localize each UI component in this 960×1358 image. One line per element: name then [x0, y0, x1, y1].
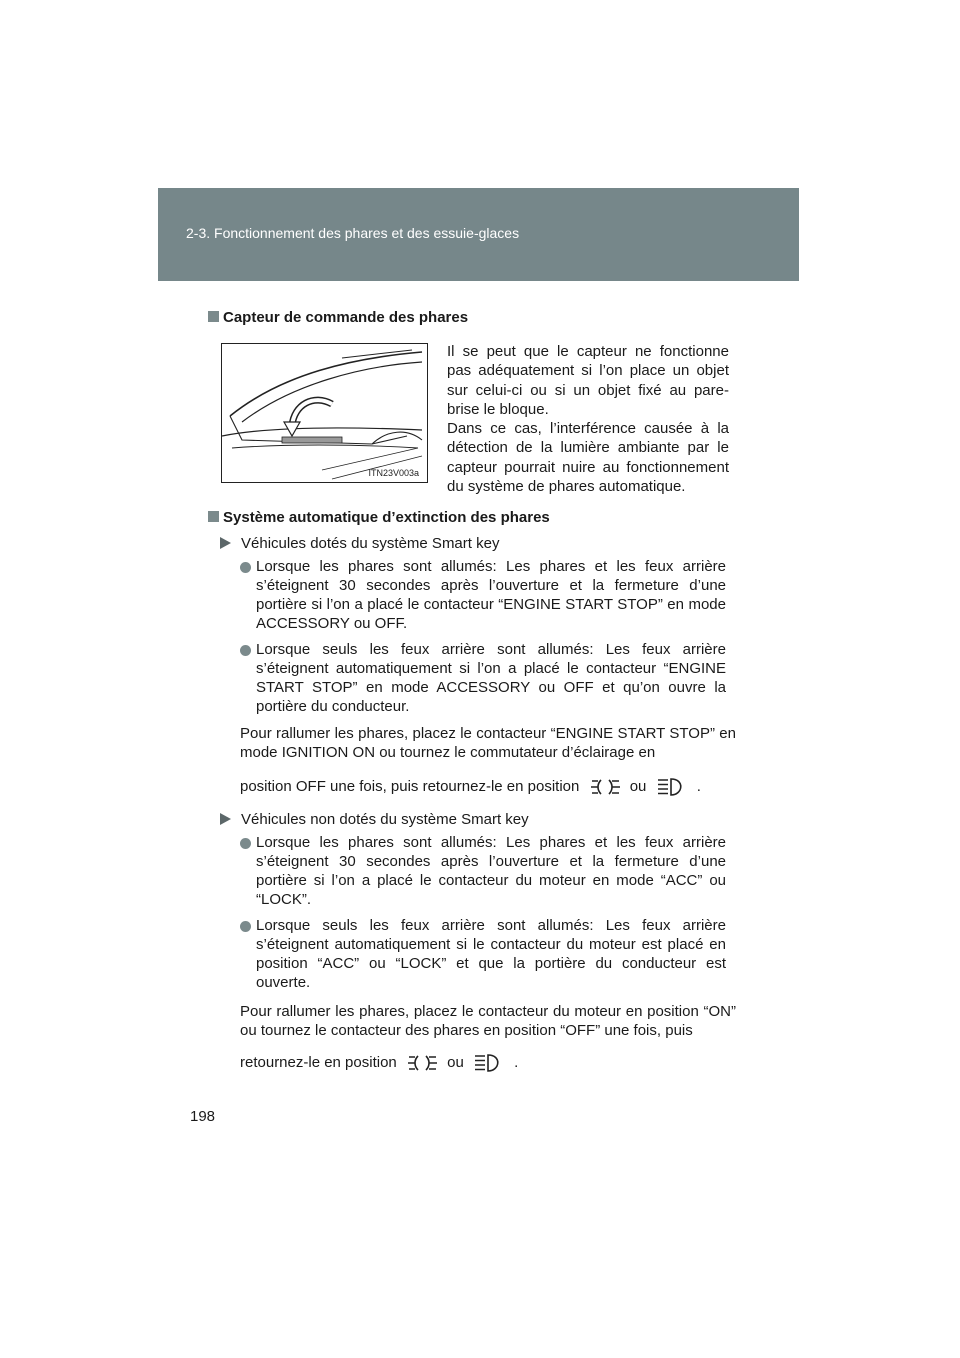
bullet-dot-icon	[240, 921, 251, 932]
tail-lights-icon	[405, 1052, 439, 1079]
windshield-sensor-illustration	[221, 343, 428, 483]
section-title-sensor: Capteur de commande des phares	[208, 309, 468, 326]
non-smart-paragraph: Pour rallumer les phares, placez le contacteur du moteur en position “ON” ou tournez le contacteur des phares en position “OFF” une fois, puis	[240, 1003, 736, 1039]
tail-lights-icon	[588, 776, 622, 803]
windshield-drawing	[222, 344, 429, 484]
image-code: ITN23V003a	[368, 468, 419, 478]
arrow-right-icon	[220, 813, 231, 825]
square-bullet-icon	[208, 311, 219, 322]
non-smart-bullet-1: Lorsque les phares sont allumés: Les phares et les feux arrière s’éteignent 30 secondes après l’ouverture et la fermeture d’une portière si l’on a placé le contacteur du moteur en mode “ACC” ou “LOCK”.	[256, 834, 726, 908]
smart-bullet-1: Lorsque les phares sont allumés: Les phares et les feux arrière s’éteignent 30 secondes après l’ouverture et la fermeture d’une portière si l’on a placé le contacteur “ENGINE START STOP” en mode ACCESSORY ou OFF.	[256, 558, 726, 632]
headlight-icon	[472, 1052, 506, 1079]
bullet-dot-icon	[240, 838, 251, 849]
smart-key-heading: Véhicules dotés du système Smart key	[220, 534, 499, 553]
chapter-header	[158, 188, 799, 281]
section-title-auto-off: Système automatique d’extinction des phares	[208, 509, 550, 526]
sensor-description: Il se peut que le capteur ne fonctionne pas adéquatement si l’on place un objet sur celui-ci ou si un objet fixé au pare-brise le bloque. Dans ce cas, l’interférence causée à la détection de la lumière ambiante par le capteur pourrait nuire au fonctionnement du système de phares automatique.	[447, 343, 729, 496]
smart-paragraph: Pour rallumer les phares, placez le contacteur “ENGINE START STOP” en mode IGNITION ON ou tournez le commutateur d’éclairage en	[240, 725, 736, 761]
square-bullet-icon	[208, 511, 219, 522]
smart-paragraph-end: position OFF une fois, puis retournez-le en position ou .	[240, 776, 701, 803]
non-smart-key-heading: Véhicules non dotés du système Smart key	[220, 810, 529, 829]
smart-bullet-2: Lorsque seuls les feux arrière sont allumés: Les feux arrière s’éteignent automatiquement si l’on a placé le contacteur “ENGINE START STOP” en mode ACCESSORY ou OFF et qu’on ouvre la portière du conducteur.	[256, 641, 726, 715]
page-number: 198	[190, 1108, 216, 1125]
arrow-right-icon	[220, 537, 231, 549]
non-smart-bullet-2: Lorsque seuls les feux arrière sont allumés: Les feux arrière s’éteignent automatiquement si le contacteur du moteur est placé en position “ACC” ou “LOCK” et que la portière du conducteur est ouverte.	[256, 917, 726, 991]
non-smart-paragraph-end: retournez-le en position ou .	[240, 1052, 518, 1079]
headlight-icon	[655, 776, 689, 803]
chapter-title: 2-3. Fonctionnement des phares et des essuie-glaces	[186, 225, 520, 241]
bullet-dot-icon	[240, 562, 251, 573]
bullet-dot-icon	[240, 645, 251, 656]
